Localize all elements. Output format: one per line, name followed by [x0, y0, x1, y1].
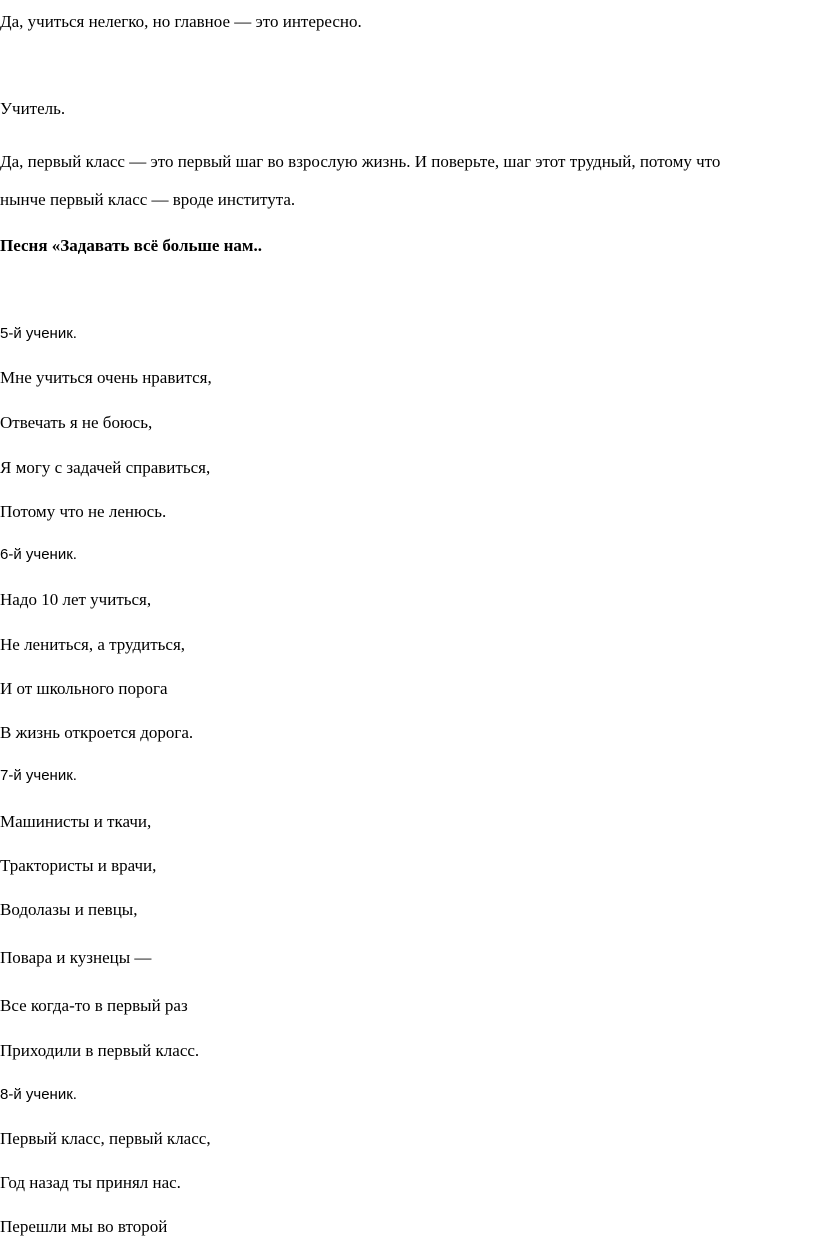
verse-line: Повара и кузнецы —	[0, 948, 152, 967]
verse-line: Потому что не ленюсь.	[0, 502, 167, 521]
verse-line: Мне учиться очень нравится,	[0, 368, 212, 387]
text-line: Да, первый класс — это первый шаг во взрослую жизнь. И поверьте, шаг этот трудный, потому что	[0, 152, 721, 171]
speaker-heading: 6-й ученик.	[0, 546, 77, 563]
verse-line: Я могу с задачей справиться,	[0, 458, 211, 477]
verse-line: Все когда-то в первый раз	[0, 996, 188, 1015]
verse-line: Первый класс, первый класс,	[0, 1129, 211, 1148]
verse-line: Водолазы и певцы,	[0, 900, 138, 919]
speaker-heading: 7-й ученик.	[0, 767, 77, 784]
text-line: нынче первый класс — вроде института.	[0, 190, 296, 209]
song-title: Песня «Задавать всё больше нам..	[0, 236, 262, 255]
verse-line: Машинисты и ткачи,	[0, 812, 152, 831]
verse-line: Не лениться, а трудиться,	[0, 635, 186, 654]
verse-line: Отвечать я не боюсь,	[0, 413, 153, 432]
verse-line: Трактористы и врачи,	[0, 856, 157, 875]
text-line: Да, учиться нелегко, но главное — это интересно.	[0, 12, 362, 31]
speaker-heading: 8-й ученик.	[0, 1086, 77, 1103]
verse-line: В жизнь откроется дорога.	[0, 723, 194, 742]
verse-line: Перешли мы во второй	[0, 1217, 168, 1236]
verse-line: Надо 10 лет учиться,	[0, 590, 152, 609]
verse-line: Год назад ты принял нас.	[0, 1173, 181, 1192]
speaker-heading: Учитель.	[0, 99, 66, 118]
verse-line: И от школьного порога	[0, 679, 168, 698]
verse-line: Приходили в первый класс.	[0, 1041, 200, 1060]
speaker-heading: 5-й ученик.	[0, 325, 77, 342]
